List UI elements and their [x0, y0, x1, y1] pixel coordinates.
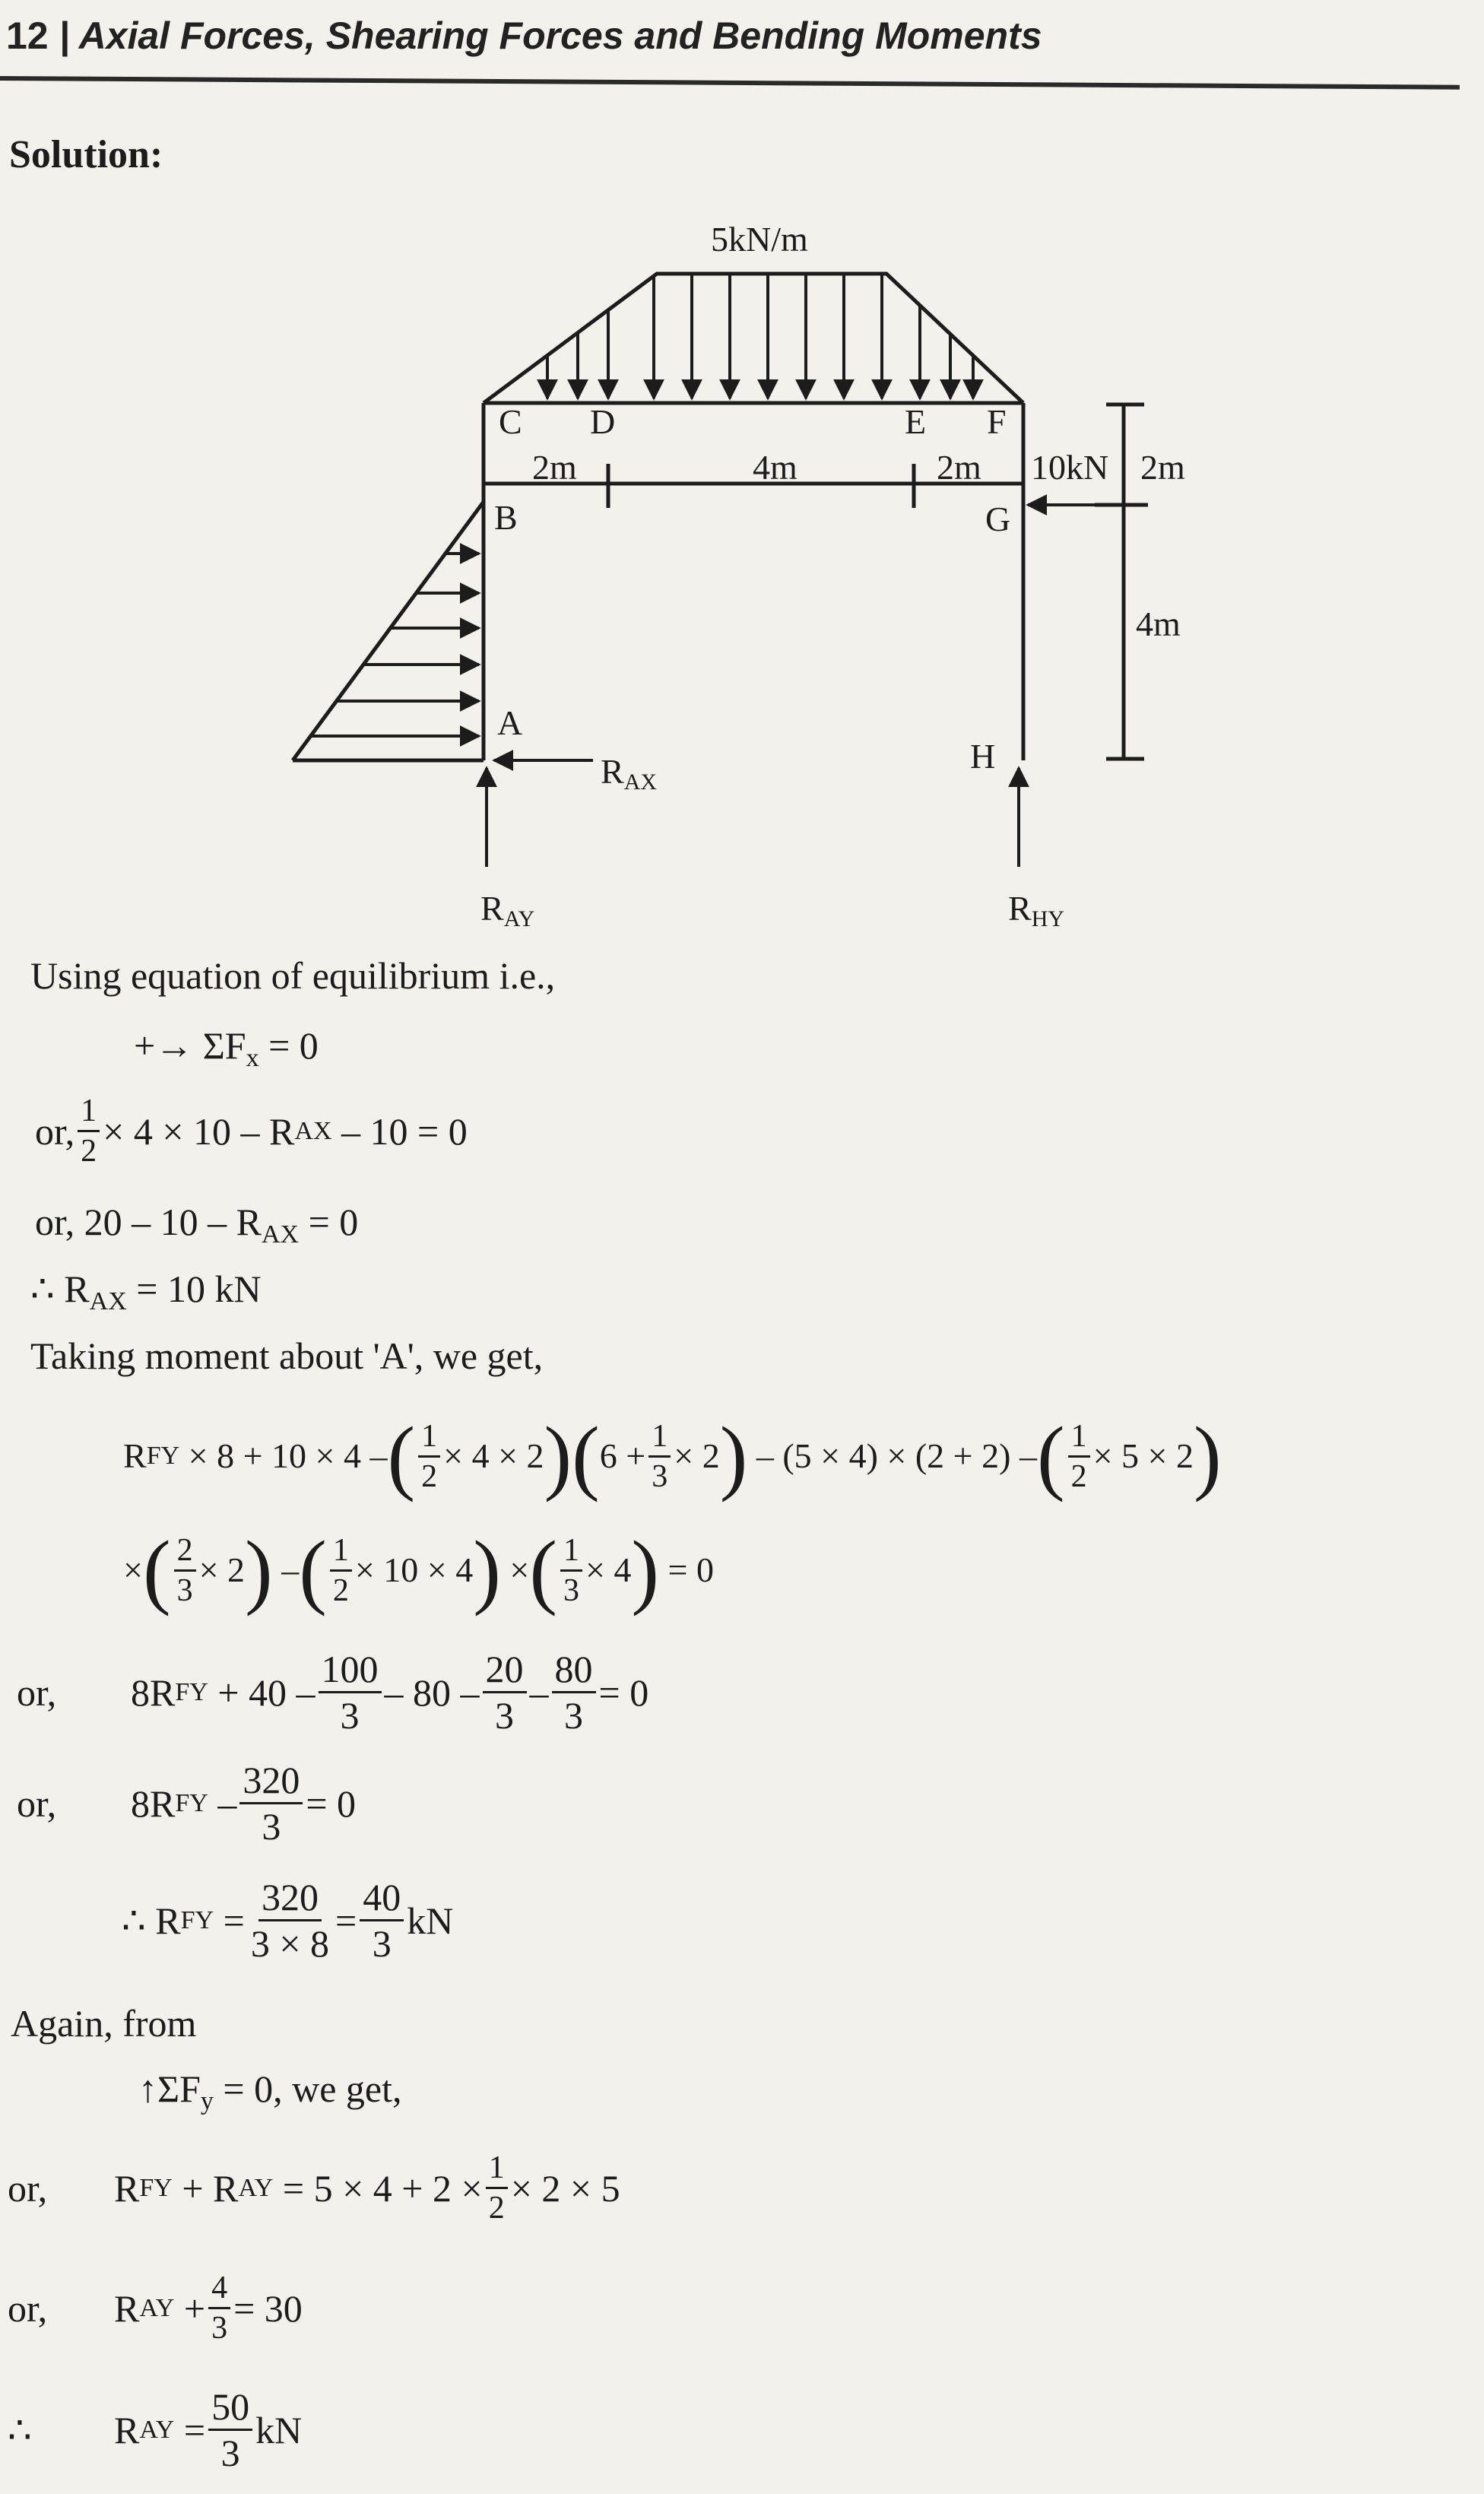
- span-cd: 2m: [532, 448, 577, 487]
- vertical-sum-eq: or, R FY + R AY = 5 × 4 + 2 × $\frac{1}{2}$ × 2 × 5: [8, 2150, 620, 2226]
- triangle-load-hyp: [293, 502, 484, 760]
- rfy-result: ∴ R FY = $\frac{320}{3 \times 8}$ = $\frac{40}{3}$ kN: [122, 1876, 454, 1965]
- udl-arrows: [547, 274, 973, 398]
- chapter-title: Axial Forces, Shearing Forces and Bending Moments: [78, 14, 1042, 57]
- span-ef: 2m: [937, 448, 981, 487]
- label-d: D: [590, 402, 616, 441]
- triangle-arrows: [311, 554, 479, 736]
- rhy-label: RHY: [1008, 889, 1065, 931]
- load-label: 10kN: [1031, 448, 1109, 487]
- label-f: F: [987, 402, 1007, 441]
- moment-eq-line1: R FY × 8 + 10 × 4 – ( $\frac{1}{2}$ × 4 × 2 ) ( 6 + $\frac{1}{3}$ × 2 ) – (5 × 4) × (2 + 2) – ( $\frac{1}{2}$ × 5 × 2 ): [123, 1410, 1222, 1502]
- trapezoid-load-outline: [484, 274, 1023, 403]
- sum-fx-eq: +→ $\Sigma F_x = 0$: [134, 1024, 319, 1072]
- page-number: 12: [6, 14, 49, 57]
- moment-simplify-2: or, 8R FY – $\frac{320}{3}$ = 0: [17, 1759, 357, 1848]
- rax-label: RAX: [601, 752, 658, 795]
- eq-fx-simplify: or, $20 - 10 - R_{AX} = 0$: [35, 1201, 359, 1249]
- again-from-text: Again, from: [11, 2002, 197, 2045]
- frame-diagram: [0, 198, 1484, 943]
- eq-rax-result: ∴ $R_{AX} = 10$ kN: [30, 1268, 262, 1315]
- label-h: H: [970, 737, 996, 776]
- span-de: 4m: [753, 448, 797, 487]
- label-c: C: [499, 402, 522, 441]
- height-lower: 4m: [1136, 604, 1181, 643]
- solution-label: Solution:: [9, 133, 163, 176]
- taking-moment-text: Taking moment about 'A', we get,: [30, 1334, 544, 1377]
- using-equilibrium-text: Using equation of equilibrium i.e.,: [30, 954, 556, 997]
- sum-fy-eq: $↑\Sigma F_y = 0$, we get,: [138, 2067, 402, 2115]
- label-e: E: [905, 402, 927, 441]
- ray-label: RAY: [480, 889, 535, 931]
- ray-result: ∴ R AY = $\frac{50}{3}$ kN: [8, 2385, 303, 2474]
- page-header: [6, 14, 1451, 58]
- moment-eq-line2: × ( $\frac{2}{3}$ × 2 ) – ( $\frac{1}{2}$ × 10 × 4 ) × ( $\frac{1}{3}$ × 4 ) = 0: [123, 1524, 714, 1617]
- label-b: B: [494, 498, 518, 537]
- header-separator: |: [59, 14, 79, 57]
- udl-label: 5kN/m: [711, 220, 808, 259]
- height-upper: 2m: [1140, 448, 1185, 487]
- frac-half: $\frac{1}{2}$: [78, 1095, 100, 1167]
- eq-fx-expand: or, $\frac{1}{2}$ × 4 × 10 – R AX – 10 = 0: [35, 1093, 468, 1169]
- moment-simplify-1: or, 8R FY + 40 – $\frac{100}{3}$ – 80 – $\frac{20}{3}$ – $\frac{80}{3}$ = 0: [17, 1648, 649, 1737]
- label-a: A: [497, 703, 523, 742]
- label-g: G: [985, 500, 1011, 538]
- header-rule: [0, 76, 1460, 90]
- ray-eq: or, R AY + $\frac{4}{3}$ = 30: [8, 2270, 303, 2346]
